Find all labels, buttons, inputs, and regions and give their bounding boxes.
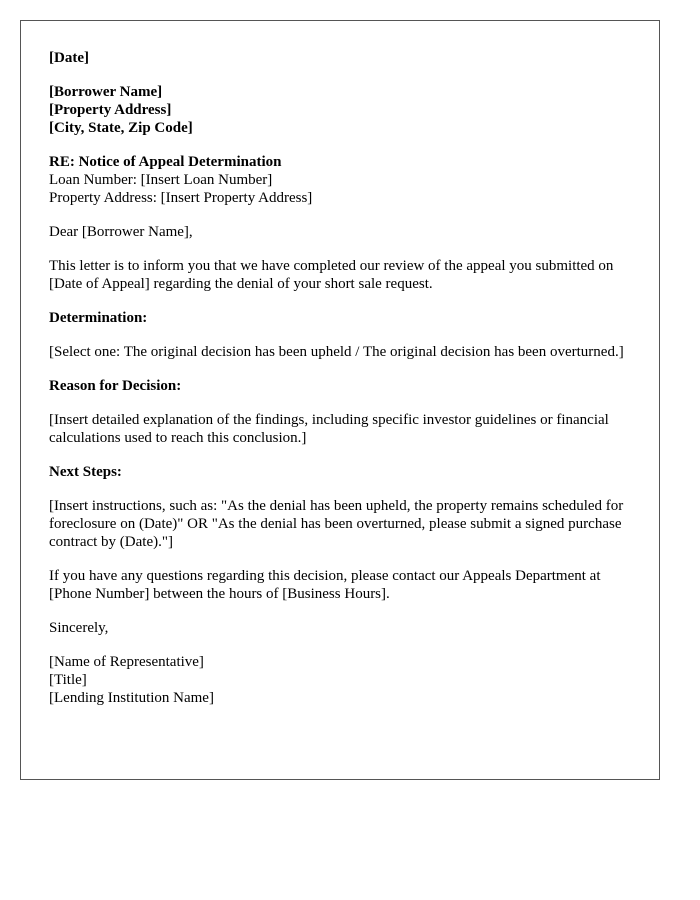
- letter-page: [20, 20, 660, 780]
- signature-name: [Name of Representative]: [49, 654, 204, 670]
- recipient-address: [Property Address]: [49, 102, 172, 118]
- signature-title: [Title]: [49, 672, 87, 688]
- intro-paragraph: This letter is to inform you that we have completed our review of the appeal you submitted on [Date of Appeal] regarding the denial of your short sale request.: [49, 258, 614, 292]
- next-steps-heading: Next Steps:: [49, 464, 122, 480]
- recipient-city: [City, State, Zip Code]: [49, 120, 193, 136]
- reason-text: [Insert detailed explanation of the findings, including specific investor guidelines or financial calculations used to reach this conclusion.]: [49, 412, 609, 446]
- contact-paragraph: If you have any questions regarding this decision, please contact our Appeals Department at [Phone Number] between the hours of [Business Hours].: [49, 568, 601, 602]
- signature-block: [49, 653, 631, 707]
- determination-text: [Select one: The original decision has been upheld / The original decision has been overturned.]: [49, 344, 624, 360]
- determination-heading: Determination:: [49, 310, 148, 326]
- re-loan-number: Loan Number: [Insert Loan Number]: [49, 172, 273, 188]
- signature-institution: [Lending Institution Name]: [49, 690, 214, 706]
- recipient-block: [49, 83, 631, 137]
- re-block: [49, 153, 631, 207]
- re-subject: RE: Notice of Appeal Determination: [49, 154, 282, 170]
- salutation: Dear [Borrower Name],: [49, 224, 193, 240]
- letter-date: [Date]: [49, 50, 89, 66]
- closing: Sincerely,: [49, 620, 109, 636]
- recipient-name: [Borrower Name]: [49, 84, 163, 100]
- next-steps-text: [Insert instructions, such as: "As the denial has been upheld, the property remains scheduled for foreclosure on (Date)" OR "As the denial has been overturned, please submit a signed purchase contract by (Date)."]: [49, 498, 624, 550]
- re-property-address: Property Address: [Insert Property Address]: [49, 190, 313, 206]
- reason-heading: Reason for Decision:: [49, 378, 182, 394]
